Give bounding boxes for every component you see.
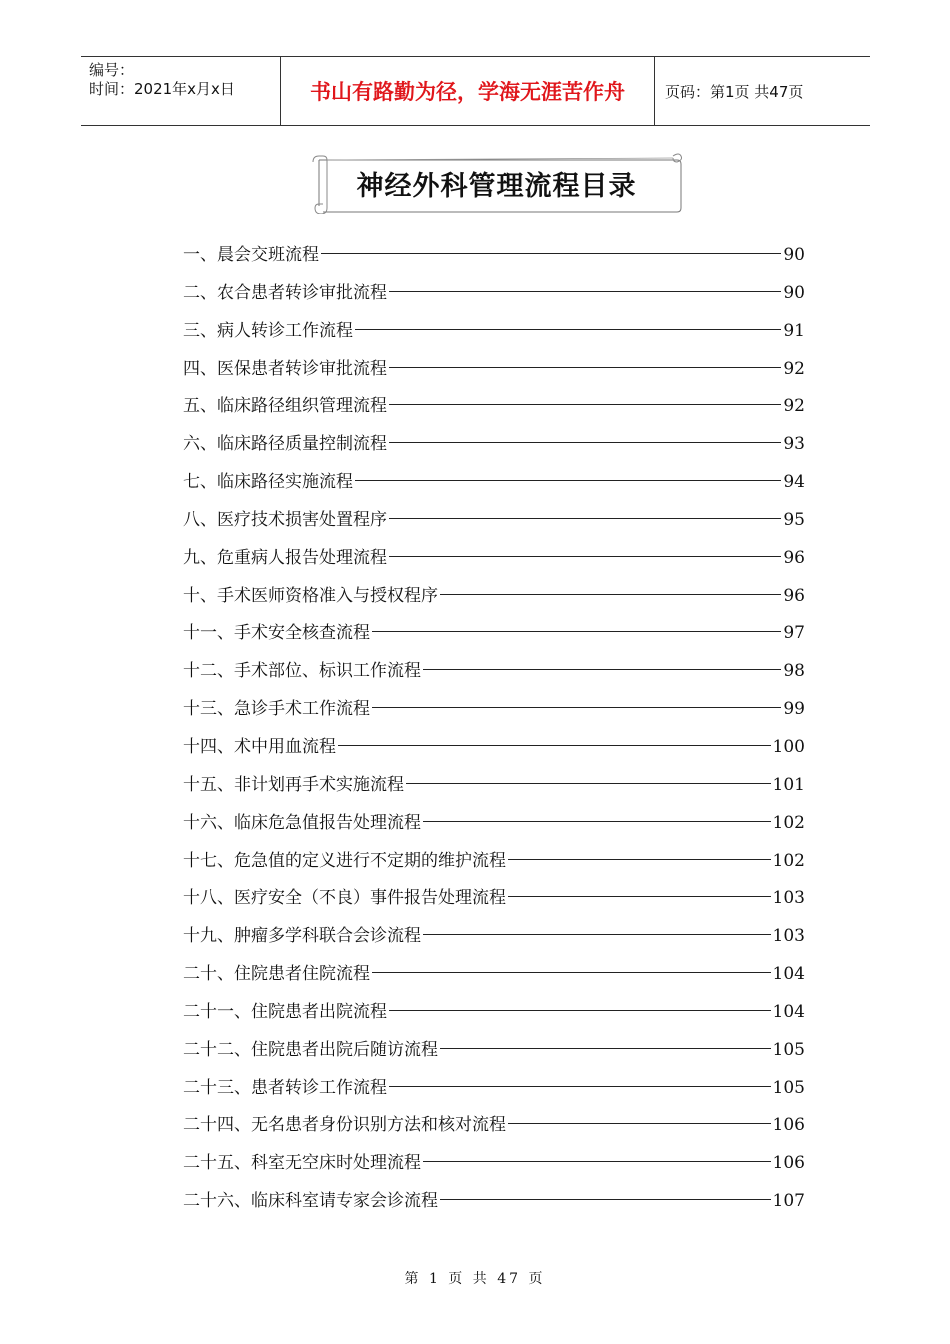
toc-leader-line — [440, 1048, 771, 1049]
toc-leader-line — [372, 707, 781, 708]
toc-item[interactable] — [183, 278, 805, 316]
toc-item-label: 十六、临床危急值报告处理流程 — [183, 812, 421, 833]
toc-item-page: 92 — [783, 358, 805, 379]
toc-item-page: 96 — [783, 547, 805, 568]
toc-item[interactable] — [183, 656, 805, 694]
toc-leader-line — [508, 859, 771, 860]
toc-item-label: 七、临床路径实施流程 — [183, 472, 353, 493]
toc-item-page: 92 — [783, 396, 805, 417]
toc-item-page: 94 — [783, 472, 805, 493]
toc-item[interactable] — [183, 316, 805, 354]
toc-item[interactable] — [183, 505, 805, 543]
page-title: 神经外科管理流程目录 — [356, 170, 637, 202]
toc-leader-line — [508, 896, 771, 897]
toc-leader-line — [389, 291, 781, 292]
toc-item-page: 93 — [783, 434, 805, 455]
toc-item-label: 四、医保患者转诊审批流程 — [183, 358, 387, 379]
toc-item[interactable] — [183, 543, 805, 581]
toc-item-page: 103 — [772, 926, 805, 947]
toc-item-label: 十一、手术安全核查流程 — [183, 623, 370, 644]
toc-item[interactable] — [183, 429, 805, 467]
toc-leader-line — [355, 329, 781, 330]
header-table — [81, 56, 870, 126]
toc-item-page: 102 — [772, 812, 805, 833]
toc-leader-line — [389, 1086, 771, 1087]
toc-item-label: 十七、危急值的定义进行不定期的维护流程 — [183, 850, 506, 871]
toc-item-label: 十三、急诊手术工作流程 — [183, 699, 370, 720]
table-of-contents — [183, 240, 805, 1224]
toc-item-label: 十二、手术部位、标识工作流程 — [183, 661, 421, 682]
title-scroll — [309, 152, 684, 214]
toc-item-label: 二十六、临床科室请专家会诊流程 — [183, 1191, 438, 1212]
toc-item-page: 104 — [772, 1001, 805, 1022]
toc-leader-line — [389, 404, 781, 405]
toc-item-label: 十九、肿瘤多学科联合会诊流程 — [183, 926, 421, 947]
toc-item-label: 十、手术医师资格准入与授权程序 — [183, 585, 438, 606]
toc-item-page: 101 — [772, 774, 805, 795]
toc-leader-line — [372, 972, 771, 973]
toc-item-page: 91 — [783, 320, 805, 341]
toc-leader-line — [389, 556, 781, 557]
toc-item-page: 97 — [783, 623, 805, 644]
toc-leader-line — [355, 480, 781, 481]
toc-item[interactable] — [183, 959, 805, 997]
toc-item[interactable] — [183, 808, 805, 846]
toc-item-label: 六、临床路径质量控制流程 — [183, 434, 387, 455]
toc-item-page: 104 — [772, 964, 805, 985]
toc-leader-line — [321, 253, 781, 254]
toc-item[interactable] — [183, 770, 805, 808]
toc-leader-line — [406, 783, 771, 784]
toc-item[interactable] — [183, 1035, 805, 1073]
toc-leader-line — [440, 1199, 771, 1200]
toc-leader-line — [389, 1010, 771, 1011]
time-label: 时间：2021年x月x日 — [89, 80, 235, 98]
toc-item-page: 90 — [783, 282, 805, 303]
toc-leader-line — [423, 1161, 771, 1162]
toc-item-label: 二十三、患者转诊工作流程 — [183, 1077, 387, 1098]
toc-item-page: 102 — [772, 850, 805, 871]
toc-item[interactable] — [183, 618, 805, 656]
toc-leader-line — [338, 745, 771, 746]
toc-item-label: 三、病人转诊工作流程 — [183, 320, 353, 341]
toc-item-page: 107 — [772, 1191, 805, 1212]
toc-item[interactable] — [183, 354, 805, 392]
toc-leader-line — [389, 367, 781, 368]
number-label: 编号： — [89, 61, 135, 79]
toc-item-label: 八、医疗技术损害处置程序 — [183, 509, 387, 530]
toc-item-label: 二、农合患者转诊审批流程 — [183, 282, 387, 303]
toc-item-page: 103 — [772, 888, 805, 909]
toc-item-label: 二十五、科室无空床时处理流程 — [183, 1153, 421, 1174]
toc-leader-line — [508, 1123, 771, 1124]
toc-item-page: 106 — [772, 1153, 805, 1174]
toc-item[interactable] — [183, 1073, 805, 1111]
toc-leader-line — [372, 631, 781, 632]
toc-item-page: 90 — [783, 245, 805, 265]
toc-item-page: 106 — [772, 1115, 805, 1136]
toc-leader-line — [440, 594, 781, 595]
toc-leader-line — [423, 821, 771, 822]
header-motto: 书山有路勤为径，学海无涯苦作舟 — [310, 80, 625, 104]
header-left-cell — [81, 57, 280, 125]
toc-item-label: 二十一、住院患者出院流程 — [183, 1001, 387, 1022]
toc-item-page: 99 — [783, 699, 805, 720]
toc-item-label: 十八、医疗安全（不良）事件报告处理流程 — [183, 888, 506, 909]
toc-item-page: 105 — [772, 1077, 805, 1098]
toc-item-label: 二十、住院患者住院流程 — [183, 964, 370, 985]
toc-item[interactable] — [183, 883, 805, 921]
header-page-info: 页码：第1页 共47页 — [665, 82, 804, 101]
toc-item[interactable] — [183, 1148, 805, 1186]
toc-leader-line — [389, 442, 781, 443]
toc-item[interactable] — [183, 1186, 805, 1224]
toc-item[interactable] — [183, 240, 805, 278]
toc-item-page: 95 — [783, 509, 805, 530]
toc-leader-line — [423, 934, 771, 935]
toc-item-page: 100 — [772, 736, 805, 757]
toc-item[interactable] — [183, 1110, 805, 1148]
toc-item[interactable] — [183, 921, 805, 959]
toc-item-label: 二十二、住院患者出院后随访流程 — [183, 1039, 438, 1060]
toc-item[interactable] — [183, 732, 805, 770]
toc-leader-line — [389, 518, 781, 519]
toc-item[interactable] — [183, 391, 805, 429]
toc-item-label: 二十四、无名患者身份识别方法和核对流程 — [183, 1115, 506, 1136]
toc-item[interactable] — [183, 467, 805, 505]
page-footer: 第 1 页 共 47 页 — [404, 1271, 546, 1287]
toc-item[interactable] — [183, 997, 805, 1035]
toc-leader-line — [423, 669, 781, 670]
toc-item-page: 98 — [783, 661, 805, 682]
toc-item-label: 五、临床路径组织管理流程 — [183, 396, 387, 417]
toc-item-label: 十四、术中用血流程 — [183, 736, 336, 757]
toc-item[interactable] — [183, 846, 805, 884]
toc-item-page: 96 — [783, 585, 805, 606]
toc-item[interactable] — [183, 581, 805, 619]
toc-item-page: 105 — [772, 1039, 805, 1060]
toc-item-label: 九、危重病人报告处理流程 — [183, 547, 387, 568]
toc-item-label: 十五、非计划再手术实施流程 — [183, 774, 404, 795]
toc-item[interactable] — [183, 694, 805, 732]
toc-item-label: 一、晨会交班流程 — [183, 245, 319, 265]
